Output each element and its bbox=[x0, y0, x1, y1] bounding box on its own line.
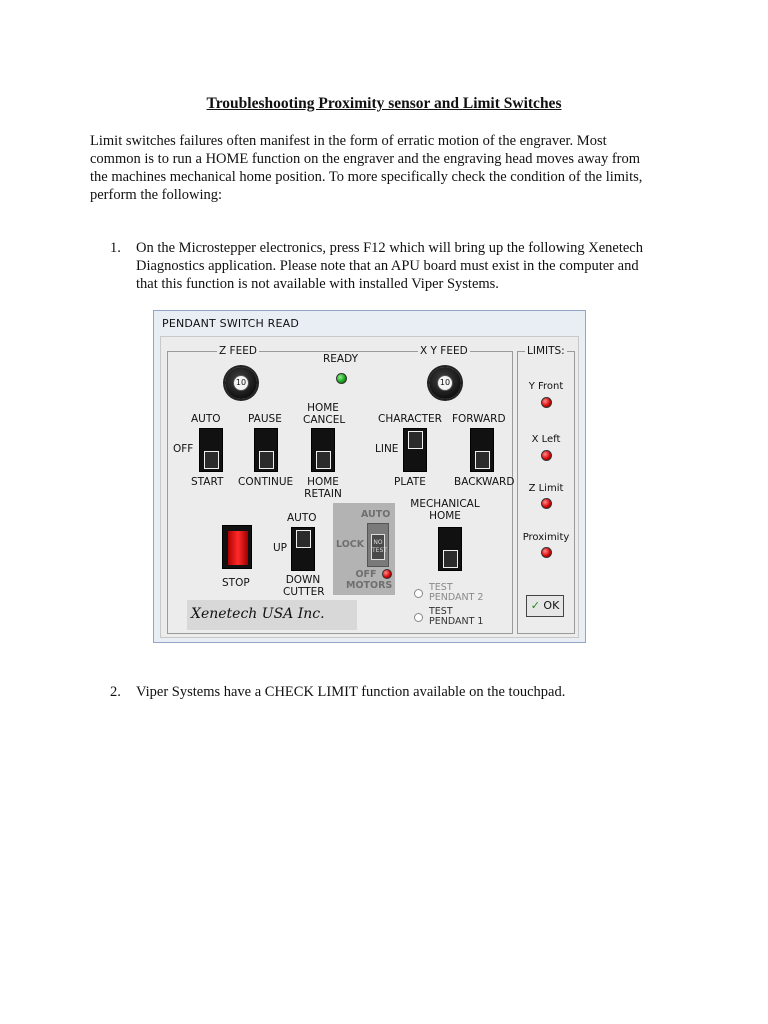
z-feed-knob[interactable] bbox=[225, 367, 257, 399]
auto-start-switch[interactable] bbox=[199, 428, 223, 472]
xy-feed-value: 10 bbox=[437, 375, 453, 391]
ok-label: OK bbox=[543, 599, 560, 612]
intro-line: Limit switches failures often manifest in the form of erratic motion of the engraver. Most bbox=[90, 133, 607, 149]
document-title: Troubleshooting Proximity sensor and Limit Switches bbox=[206, 95, 562, 112]
pendant-switch-dialog bbox=[153, 310, 586, 643]
step-line: Diagnostics application. Please note that an APU board must exist in the computer and bbox=[136, 258, 639, 274]
motors-off-label bbox=[346, 569, 393, 591]
backward-label: BACKWARD bbox=[454, 476, 515, 488]
intro-paragraph bbox=[90, 132, 680, 204]
dialog-title: PENDANT SWITCH READ bbox=[162, 317, 300, 330]
home-retain-label bbox=[303, 476, 343, 500]
cutter-switch[interactable] bbox=[291, 527, 315, 571]
home-cancel-line: CANCEL bbox=[303, 414, 346, 426]
test-pendant-2-label bbox=[429, 583, 483, 603]
xy-feed-knob[interactable] bbox=[429, 367, 461, 399]
home-switch[interactable] bbox=[311, 428, 335, 472]
y-front-label: Y Front bbox=[528, 381, 564, 392]
radio-line: PENDANT 1 bbox=[429, 616, 484, 627]
mechanical-home-label bbox=[407, 498, 483, 522]
radio-line: TEST bbox=[429, 582, 453, 593]
test-pendant-1-label bbox=[429, 607, 483, 627]
z-limit-label: Z Limit bbox=[528, 483, 564, 494]
ready-label: READY bbox=[323, 353, 359, 365]
down-cutter-label bbox=[283, 574, 323, 598]
off-line: OFF bbox=[355, 569, 377, 580]
step-number: 1. bbox=[110, 240, 121, 256]
test-label: TEST bbox=[372, 547, 387, 554]
off-label: OFF bbox=[173, 443, 194, 455]
logo-text: Xenetech USA Inc. bbox=[191, 606, 325, 622]
pause-label: PAUSE bbox=[248, 413, 282, 425]
limits-label: LIMITS: bbox=[527, 345, 565, 357]
ok-button[interactable] bbox=[526, 595, 564, 617]
proximity-led bbox=[541, 547, 552, 558]
z-limit-led bbox=[541, 498, 552, 509]
y-front-led bbox=[541, 397, 552, 408]
dialog-body bbox=[160, 336, 579, 638]
test-pendant-1-radio[interactable] bbox=[414, 613, 423, 622]
proximity-label: Proximity bbox=[522, 532, 570, 543]
mechanical-home-switch[interactable] bbox=[438, 527, 462, 571]
x-left-label: X Left bbox=[531, 434, 561, 445]
cutter-auto-label: AUTO bbox=[287, 512, 317, 524]
character-line-plate-switch[interactable] bbox=[403, 428, 427, 472]
home-cancel-line: HOME bbox=[307, 402, 339, 414]
home-retain-line: RETAIN bbox=[304, 488, 342, 500]
home-cancel-label bbox=[303, 402, 346, 426]
motors-auto-label: AUTO bbox=[361, 509, 391, 520]
pause-continue-switch[interactable] bbox=[254, 428, 278, 472]
intro-line: the machines mechanical home position. To more specifically check the condition of the limits, bbox=[90, 169, 643, 185]
step-line: On the Microstepper electronics, press F12 which will bring up the following Xenetech bbox=[136, 240, 643, 256]
xenetech-logo bbox=[187, 600, 357, 630]
x-left-led bbox=[541, 450, 552, 461]
step-line: that this function is not available with installed Viper Systems. bbox=[136, 276, 499, 292]
step-line: Viper Systems have a CHECK LIMIT function available on the touchpad. bbox=[136, 684, 566, 700]
lock-label: LOCK bbox=[336, 539, 365, 550]
forward-backward-switch[interactable] bbox=[470, 428, 494, 472]
auto-label: AUTO bbox=[191, 413, 221, 425]
test-pendant-2-radio[interactable] bbox=[414, 589, 423, 598]
forward-label: FORWARD bbox=[452, 413, 506, 425]
line-label: LINE bbox=[375, 443, 399, 455]
stop-button[interactable] bbox=[222, 525, 252, 569]
down-line: DOWN bbox=[285, 574, 321, 586]
mechanical-line: MECHANICAL bbox=[410, 498, 480, 510]
radio-line: PENDANT 2 bbox=[429, 592, 484, 603]
motors-line: MOTORS bbox=[346, 580, 393, 591]
step-number: 2. bbox=[110, 684, 121, 700]
up-label: UP bbox=[273, 542, 288, 554]
xy-feed-label: X Y FEED bbox=[420, 345, 468, 357]
intro-line: perform the following: bbox=[90, 187, 223, 203]
ready-led bbox=[336, 373, 347, 384]
character-label: CHARACTER bbox=[378, 413, 442, 425]
no-label: NO bbox=[373, 539, 383, 546]
radio-line: TEST bbox=[429, 606, 453, 617]
home-retain-line: HOME bbox=[307, 476, 339, 488]
z-feed-label: Z FEED bbox=[219, 345, 257, 357]
plate-label: PLATE bbox=[394, 476, 426, 488]
cutter-line: CUTTER bbox=[283, 586, 325, 598]
stop-label: STOP bbox=[222, 577, 250, 589]
check-icon: ✓ bbox=[530, 599, 540, 612]
start-label: START bbox=[191, 476, 224, 488]
home-line: HOME bbox=[429, 510, 461, 522]
z-feed-value: 10 bbox=[233, 375, 249, 391]
continue-label: CONTINUE bbox=[238, 476, 294, 488]
intro-line: common is to run a HOME function on the engraver and the engraving head moves away from bbox=[90, 151, 641, 167]
motors-switch[interactable] bbox=[367, 523, 389, 567]
